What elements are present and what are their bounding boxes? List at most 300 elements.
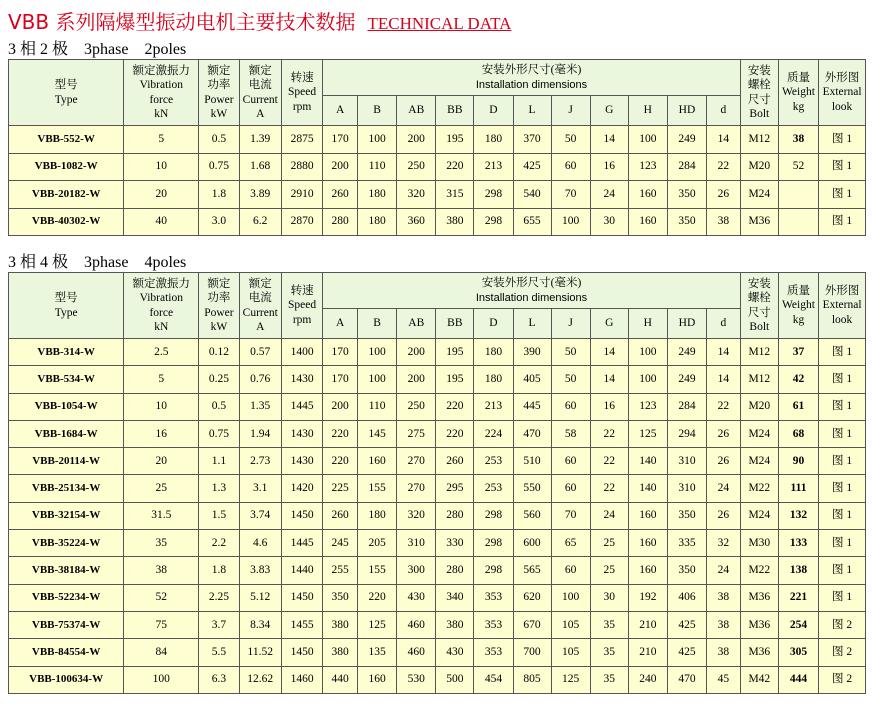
cell-look: 图 1 <box>819 393 866 420</box>
cell-dim-hd: 249 <box>667 366 706 393</box>
section-poles-en: 2poles <box>144 41 187 58</box>
cell-dim-hd: 310 <box>667 448 706 475</box>
cell-dim-a: 170 <box>323 126 358 154</box>
cell-weight: 305 <box>778 639 818 666</box>
cell-dim-b: 155 <box>358 557 397 584</box>
cell-dim-a: 200 <box>323 393 358 420</box>
title-en: TECHNICAL DATA <box>367 14 512 33</box>
spec-table-2poles <box>8 59 866 236</box>
header-speed-line: 转速 <box>290 71 314 84</box>
header-dim-col: HD <box>667 309 706 339</box>
cell-weight: 38 <box>778 126 818 154</box>
cell-dim-d: 180 <box>474 366 513 393</box>
cell-dim-a: 380 <box>323 639 358 666</box>
cell-dim-a: 245 <box>323 530 358 557</box>
cell-model: VBB-100634-W <box>9 666 124 693</box>
cell-dim-a: 260 <box>323 181 358 209</box>
header-dim-col: G <box>590 96 628 126</box>
cell-speed: 1420 <box>281 475 322 502</box>
cell-look: 图 1 <box>819 181 866 209</box>
header-power-line: Power <box>204 93 234 106</box>
header-force-line: kN <box>154 321 169 333</box>
cell-speed: 1450 <box>281 639 322 666</box>
cell-dim-bb: 220 <box>436 420 474 447</box>
cell-dim-bb: 380 <box>436 208 474 236</box>
cell-dim-h: 125 <box>628 420 667 447</box>
cell-dim-ab: 200 <box>397 126 436 154</box>
table-row <box>9 208 866 236</box>
cell-bolt: M30 <box>740 530 778 557</box>
cell-dim-j: 100 <box>551 584 590 611</box>
header-bolt-line: 尺寸 <box>747 93 771 106</box>
cell-dim-g: 35 <box>590 666 628 693</box>
header-bolt <box>740 60 778 126</box>
cell-model: VBB-40302-W <box>9 208 124 236</box>
table-row <box>9 666 866 693</box>
cell-bolt: M12 <box>740 339 778 366</box>
cell-model: VBB-552-W <box>9 126 124 154</box>
cell-dim-j: 125 <box>551 666 590 693</box>
cell-model: VBB-20182-W <box>9 181 124 209</box>
cell-bolt: M24 <box>740 502 778 529</box>
cell-power: 3.7 <box>199 611 239 638</box>
cell-dim-l: 805 <box>513 666 551 693</box>
cell-force: 5 <box>124 366 199 393</box>
cell-current: 3.89 <box>239 181 281 209</box>
cell-dim-l: 390 <box>513 339 551 366</box>
cell-dim-l: 510 <box>513 448 551 475</box>
cell-dim-h: 100 <box>628 339 667 366</box>
cell-dim-l: 405 <box>513 366 551 393</box>
cell-power: 6.3 <box>199 666 239 693</box>
cell-bolt: M22 <box>740 557 778 584</box>
header-installation-dimensions <box>323 273 741 309</box>
cell-weight: 133 <box>778 530 818 557</box>
cell-dim-h: 123 <box>628 393 667 420</box>
cell-force: 10 <box>124 153 199 181</box>
header-bolt-line: Bolt <box>749 108 770 120</box>
cell-dim-l: 470 <box>513 420 551 447</box>
header-weight-line: 质量 <box>786 284 810 297</box>
cell-speed: 1430 <box>281 420 322 447</box>
cell-dim-ab: 430 <box>397 584 436 611</box>
cell-dim-d-small: 26 <box>707 448 741 475</box>
cell-dim-b: 125 <box>358 611 397 638</box>
cell-force: 38 <box>124 557 199 584</box>
cell-dim-g: 30 <box>590 584 628 611</box>
cell-dim-l: 620 <box>513 584 551 611</box>
header-dim-col: d <box>707 309 741 339</box>
cell-dim-h: 140 <box>628 475 667 502</box>
cell-dim-d-small: 38 <box>707 584 741 611</box>
cell-dim-hd: 350 <box>667 181 706 209</box>
cell-speed: 1430 <box>281 448 322 475</box>
cell-dim-bb: 340 <box>436 584 474 611</box>
cell-current: 3.83 <box>239 557 281 584</box>
cell-force: 100 <box>124 666 199 693</box>
cell-dim-ab: 275 <box>397 420 436 447</box>
cell-dim-b: 110 <box>358 153 397 181</box>
header-weight-line: 质量 <box>786 71 810 84</box>
cell-dim-b: 135 <box>358 639 397 666</box>
cell-dim-bb: 280 <box>436 502 474 529</box>
page-title <box>8 6 511 32</box>
cell-bolt: M36 <box>740 611 778 638</box>
cell-model: VBB-32154-W <box>9 502 124 529</box>
cell-dim-hd: 425 <box>667 611 706 638</box>
header-weight-line: Weight <box>781 299 815 312</box>
cell-force: 5 <box>124 126 199 154</box>
header-force-line: force <box>149 306 174 319</box>
cell-power: 0.25 <box>199 366 239 393</box>
cell-dim-d: 298 <box>474 557 513 584</box>
cell-dim-b: 160 <box>358 666 397 693</box>
cell-power: 2.2 <box>199 530 239 557</box>
table-row <box>9 584 866 611</box>
cell-dim-j: 70 <box>551 181 590 209</box>
cell-dim-j: 100 <box>551 208 590 236</box>
header-dim-col: B <box>358 96 397 126</box>
cell-current: 1.39 <box>239 126 281 154</box>
cell-look: 图 1 <box>819 208 866 236</box>
header-look-line: External <box>822 299 862 312</box>
cell-current: 12.62 <box>239 666 281 693</box>
cell-dim-hd: 350 <box>667 557 706 584</box>
cell-dim-g: 14 <box>590 126 628 154</box>
cell-dim-d-small: 32 <box>707 530 741 557</box>
cell-dim-g: 24 <box>590 181 628 209</box>
header-model-line: 型号 <box>54 292 78 304</box>
header-dim-col: BB <box>436 309 474 339</box>
cell-dim-d-small: 24 <box>707 475 741 502</box>
header-installation-dimensions <box>323 60 741 96</box>
cell-dim-l: 655 <box>513 208 551 236</box>
cell-dim-d-small: 14 <box>707 366 741 393</box>
header-dim-col: AB <box>397 309 436 339</box>
cell-dim-hd: 249 <box>667 126 706 154</box>
cell-current: 1.94 <box>239 420 281 447</box>
cell-power: 1.8 <box>199 557 239 584</box>
header-dim-col: AB <box>397 96 436 126</box>
table-row <box>9 448 866 475</box>
table-row <box>9 475 866 502</box>
header-dim-col: d <box>707 96 741 126</box>
cell-power: 0.12 <box>199 339 239 366</box>
header-look <box>819 60 866 126</box>
cell-current: 11.52 <box>239 639 281 666</box>
cell-look: 图 2 <box>819 666 866 693</box>
header-speed <box>281 60 322 126</box>
cell-dim-l: 550 <box>513 475 551 502</box>
cell-bolt: M24 <box>740 420 778 447</box>
header-current <box>239 273 281 339</box>
cell-dim-hd: 406 <box>667 584 706 611</box>
header-dim-col: HD <box>667 96 706 126</box>
header-look <box>819 273 866 339</box>
cell-current: 1.35 <box>239 393 281 420</box>
cell-force: 25 <box>124 475 199 502</box>
cell-look: 图 1 <box>819 153 866 181</box>
cell-current: 0.76 <box>239 366 281 393</box>
header-dim-col: G <box>590 309 628 339</box>
cell-dim-bb: 220 <box>436 153 474 181</box>
cell-model: VBB-25134-W <box>9 475 124 502</box>
cell-weight: 111 <box>778 475 818 502</box>
cell-dim-b: 100 <box>358 339 397 366</box>
cell-dim-j: 70 <box>551 502 590 529</box>
cell-power: 0.5 <box>199 126 239 154</box>
cell-dim-ab: 320 <box>397 502 436 529</box>
cell-dim-j: 50 <box>551 339 590 366</box>
cell-dim-ab: 270 <box>397 448 436 475</box>
cell-current: 2.73 <box>239 448 281 475</box>
cell-dim-d: 298 <box>474 181 513 209</box>
cell-look: 图 1 <box>819 448 866 475</box>
cell-dim-d-small: 22 <box>707 153 741 181</box>
cell-power: 1.5 <box>199 502 239 529</box>
cell-dim-g: 14 <box>590 366 628 393</box>
header-speed-line: Speed <box>288 299 317 312</box>
header-weight <box>778 273 818 339</box>
header-force-line: Vibration <box>139 292 183 304</box>
cell-current: 0.57 <box>239 339 281 366</box>
header-weight <box>778 60 818 126</box>
cell-weight: 52 <box>778 153 818 181</box>
cell-look: 图 2 <box>819 639 866 666</box>
cell-power: 0.75 <box>199 420 239 447</box>
cell-dim-b: 205 <box>358 530 397 557</box>
cell-weight: 37 <box>778 339 818 366</box>
header-power <box>199 60 239 126</box>
cell-bolt: M12 <box>740 126 778 154</box>
cell-dim-j: 60 <box>551 557 590 584</box>
cell-dim-l: 700 <box>513 639 551 666</box>
header-weight-line: Weight <box>781 86 815 99</box>
cell-power: 0.75 <box>199 153 239 181</box>
cell-dim-h: 160 <box>628 557 667 584</box>
header-power <box>199 273 239 339</box>
header-dims-cn: 安装外形尺寸(毫米) <box>481 276 582 289</box>
cell-model: VBB-35224-W <box>9 530 124 557</box>
header-current-line: A <box>256 321 265 333</box>
cell-dim-d: 353 <box>474 584 513 611</box>
section-phase-cn: 3 相 4 极 <box>8 254 69 271</box>
cell-force: 35 <box>124 530 199 557</box>
cell-dim-d-small: 24 <box>707 557 741 584</box>
cell-dim-bb: 380 <box>436 611 474 638</box>
section-phase-cn: 3 相 2 极 <box>8 41 69 58</box>
cell-dim-j: 60 <box>551 448 590 475</box>
cell-dim-h: 160 <box>628 502 667 529</box>
cell-current: 4.6 <box>239 530 281 557</box>
cell-force: 75 <box>124 611 199 638</box>
cell-dim-g: 25 <box>590 557 628 584</box>
cell-dim-l: 425 <box>513 153 551 181</box>
cell-dim-d: 180 <box>474 339 513 366</box>
header-dim-col: D <box>474 96 513 126</box>
header-speed-line: rpm <box>292 313 312 326</box>
cell-dim-b: 155 <box>358 475 397 502</box>
header-current-line: 额定 <box>248 64 272 77</box>
cell-current: 5.12 <box>239 584 281 611</box>
cell-force: 52 <box>124 584 199 611</box>
cell-dim-hd: 249 <box>667 339 706 366</box>
cell-weight: 254 <box>778 611 818 638</box>
cell-dim-l: 600 <box>513 530 551 557</box>
cell-dim-a: 200 <box>323 153 358 181</box>
cell-bolt: M20 <box>740 153 778 181</box>
cell-dim-hd: 425 <box>667 639 706 666</box>
cell-speed: 1450 <box>281 584 322 611</box>
header-bolt-line: 安装 <box>747 277 771 290</box>
header-dim-col: H <box>628 309 667 339</box>
header-dim-col: A <box>323 309 358 339</box>
cell-weight: 138 <box>778 557 818 584</box>
cell-dim-g: 16 <box>590 153 628 181</box>
cell-current: 6.2 <box>239 208 281 236</box>
table-row <box>9 557 866 584</box>
cell-force: 16 <box>124 420 199 447</box>
cell-dim-ab: 310 <box>397 530 436 557</box>
cell-dim-ab: 460 <box>397 639 436 666</box>
cell-current: 3.74 <box>239 502 281 529</box>
cell-dim-ab: 300 <box>397 557 436 584</box>
header-dim-col: L <box>513 309 551 339</box>
cell-speed: 2870 <box>281 208 322 236</box>
cell-dim-a: 225 <box>323 475 358 502</box>
table-row <box>9 611 866 638</box>
cell-dim-d: 353 <box>474 611 513 638</box>
cell-dim-l: 560 <box>513 502 551 529</box>
cell-power: 3.0 <box>199 208 239 236</box>
table-row <box>9 639 866 666</box>
header-force <box>124 60 199 126</box>
header-speed <box>281 273 322 339</box>
cell-dim-d-small: 14 <box>707 126 741 154</box>
cell-look: 图 1 <box>819 366 866 393</box>
cell-dim-hd: 350 <box>667 208 706 236</box>
cell-dim-j: 65 <box>551 530 590 557</box>
cell-dim-d-small: 38 <box>707 611 741 638</box>
header-power-line: 功率 <box>207 292 231 304</box>
cell-dim-g: 22 <box>590 475 628 502</box>
cell-dim-hd: 310 <box>667 475 706 502</box>
cell-dim-a: 440 <box>323 666 358 693</box>
cell-dim-d-small: 26 <box>707 420 741 447</box>
cell-weight <box>778 181 818 209</box>
cell-dim-hd: 470 <box>667 666 706 693</box>
header-look-line: look <box>831 100 853 113</box>
cell-weight: 68 <box>778 420 818 447</box>
cell-dim-g: 16 <box>590 393 628 420</box>
cell-bolt: M36 <box>740 584 778 611</box>
header-power-line: 额定 <box>207 64 231 77</box>
cell-dim-b: 220 <box>358 584 397 611</box>
cell-dim-g: 35 <box>590 639 628 666</box>
cell-look: 图 2 <box>819 611 866 638</box>
header-dim-col: A <box>323 96 358 126</box>
cell-model: VBB-38184-W <box>9 557 124 584</box>
cell-dim-d: 213 <box>474 153 513 181</box>
cell-speed: 1460 <box>281 666 322 693</box>
header-weight-line: kg <box>792 100 805 113</box>
cell-dim-g: 35 <box>590 611 628 638</box>
cell-bolt: M24 <box>740 181 778 209</box>
cell-dim-h: 160 <box>628 181 667 209</box>
cell-dim-a: 170 <box>323 339 358 366</box>
cell-model: VBB-534-W <box>9 366 124 393</box>
cell-dim-j: 50 <box>551 126 590 154</box>
cell-dim-g: 24 <box>590 502 628 529</box>
cell-dim-h: 100 <box>628 366 667 393</box>
cell-dim-d-small: 38 <box>707 208 741 236</box>
header-power-line: 功率 <box>207 79 231 91</box>
header-dims-en: Installation dimensions <box>475 291 588 304</box>
header-force-line: force <box>149 93 174 106</box>
section-phase-en: 3phase <box>84 41 129 58</box>
table-row <box>9 502 866 529</box>
cell-dim-ab: 360 <box>397 208 436 236</box>
cell-bolt: M22 <box>740 475 778 502</box>
header-speed-line: rpm <box>292 100 312 113</box>
cell-model: VBB-52234-W <box>9 584 124 611</box>
header-force-line: 额定激振力 <box>132 277 191 290</box>
cell-dim-a: 260 <box>323 502 358 529</box>
cell-dim-d: 180 <box>474 126 513 154</box>
cell-dim-b: 160 <box>358 448 397 475</box>
table-row <box>9 126 866 154</box>
cell-current: 8.34 <box>239 611 281 638</box>
cell-dim-l: 445 <box>513 393 551 420</box>
cell-dim-j: 50 <box>551 366 590 393</box>
cell-dim-bb: 500 <box>436 666 474 693</box>
cell-weight: 221 <box>778 584 818 611</box>
cell-dim-bb: 330 <box>436 530 474 557</box>
cell-look: 图 1 <box>819 339 866 366</box>
cell-speed: 1430 <box>281 366 322 393</box>
cell-model: VBB-1082-W <box>9 153 124 181</box>
cell-dim-d-small: 22 <box>707 393 741 420</box>
cell-power: 2.25 <box>199 584 239 611</box>
cell-bolt: M42 <box>740 666 778 693</box>
cell-dim-ab: 460 <box>397 611 436 638</box>
cell-dim-bb: 315 <box>436 181 474 209</box>
title-cn: VBB 系列隔爆型振动电机主要技术数据 <box>8 10 356 34</box>
cell-dim-ab: 200 <box>397 339 436 366</box>
cell-dim-b: 180 <box>358 181 397 209</box>
header-model-line: 型号 <box>54 79 78 91</box>
header-current-line: A <box>256 108 265 120</box>
cell-look: 图 1 <box>819 420 866 447</box>
header-current <box>239 60 281 126</box>
section-poles-en: 4poles <box>144 254 187 271</box>
cell-model: VBB-75374-W <box>9 611 124 638</box>
cell-dim-h: 160 <box>628 530 667 557</box>
cell-dim-bb: 220 <box>436 393 474 420</box>
cell-speed: 2875 <box>281 126 322 154</box>
header-force-line: Vibration <box>139 79 183 91</box>
header-current-line: Current <box>242 93 278 106</box>
header-dim-col: BB <box>436 96 474 126</box>
cell-look: 图 1 <box>819 530 866 557</box>
header-dim-col: L <box>513 96 551 126</box>
cell-dim-g: 14 <box>590 339 628 366</box>
cell-dim-hd: 335 <box>667 530 706 557</box>
table-row <box>9 153 866 181</box>
table-row <box>9 530 866 557</box>
cell-dim-b: 180 <box>358 502 397 529</box>
cell-dim-d: 224 <box>474 420 513 447</box>
